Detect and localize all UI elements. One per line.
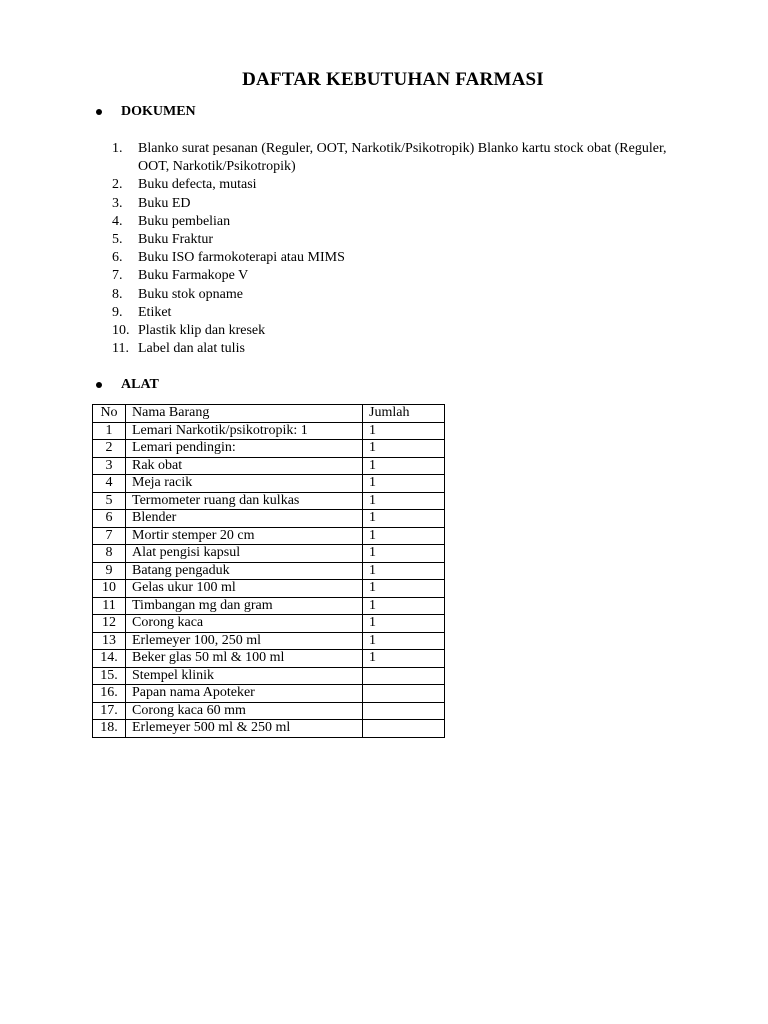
cell-no: 16. [93,685,126,703]
list-item-number: 1. [112,141,123,156]
column-header-no: No [93,405,126,423]
cell-no: 2 [93,440,126,458]
list-item-number: 7. [112,268,123,284]
cell-no: 12 [93,615,126,633]
cell-no: 7 [93,527,126,545]
cell-nama-barang: Rak obat [126,457,363,475]
cell-jumlah: 1 [363,632,445,650]
cell-jumlah: 1 [363,510,445,528]
list-item-text: Buku stok opname [138,286,243,302]
cell-no: 10 [93,580,126,598]
cell-jumlah [363,685,445,703]
cell-jumlah: 1 [363,580,445,598]
table-header-row [93,405,445,423]
table-row [93,562,445,580]
list-item [112,340,672,358]
list-item-number: 4. [112,213,123,229]
list-item [112,213,672,231]
cell-jumlah: 1 [363,545,445,563]
list-item-text: Etiket [138,304,172,320]
list-item [112,267,672,285]
section-heading-dokumen [94,104,196,120]
column-header-jumlah: Jumlah [363,405,445,423]
cell-no: 14. [93,650,126,668]
table-row [93,632,445,650]
list-item-number: 10. [112,323,130,339]
cell-nama-barang: Mortir stemper 20 cm [126,527,363,545]
cell-nama-barang: Gelas ukur 100 ml [126,580,363,598]
list-item [112,231,672,249]
section-heading-dokumen-label: DOKUMEN [121,104,196,119]
dokumen-list [112,140,672,358]
cell-no: 11 [93,597,126,615]
cell-jumlah: 1 [363,527,445,545]
cell-nama-barang: Erlemeyer 100, 250 ml [126,632,363,650]
cell-no: 8 [93,545,126,563]
list-item-text: Plastik klip dan kresek [138,323,266,339]
cell-jumlah: 1 [363,457,445,475]
cell-nama-barang: Meja racik [126,475,363,493]
cell-jumlah: 1 [363,475,445,493]
cell-nama-barang: Lemari Narkotik/psikotropik: 1 [126,422,363,440]
cell-no: 18. [93,720,126,738]
section-heading-alat-label: ALAT [121,377,159,392]
table-row [93,545,445,563]
cell-nama-barang: Beker glas 50 ml & 100 ml [126,650,363,668]
cell-jumlah: 1 [363,440,445,458]
list-item-text: Buku pembelian [138,213,231,229]
cell-nama-barang: Timbangan mg dan gram [126,597,363,615]
cell-jumlah: 1 [363,562,445,580]
list-item [112,249,672,267]
table-row [93,510,445,528]
cell-nama-barang: Termometer ruang dan kulkas [126,492,363,510]
column-header-nama-barang: Nama Barang [126,405,363,423]
cell-nama-barang: Papan nama Apoteker [126,685,363,703]
table-row [93,492,445,510]
cell-jumlah: 1 [363,492,445,510]
list-item-text: Buku ISO farmokoterapi atau MIMS [138,250,345,266]
cell-no: 5 [93,492,126,510]
cell-nama-barang: Lemari pendingin: [126,440,363,458]
cell-jumlah: 1 [363,650,445,668]
cell-jumlah [363,702,445,720]
cell-jumlah: 1 [363,422,445,440]
cell-no: 6 [93,510,126,528]
cell-jumlah: 1 [363,597,445,615]
cell-nama-barang: Alat pengisi kapsul [126,545,363,563]
cell-nama-barang: Stempel klinik [126,667,363,685]
list-item [112,304,672,322]
cell-jumlah: 1 [363,615,445,633]
table-row [93,527,445,545]
cell-no: 1 [93,422,126,440]
table-row [93,720,445,738]
cell-jumlah [363,720,445,738]
table-row [93,580,445,598]
bullet-icon [96,109,102,115]
list-item-text: Label dan alat tulis [138,341,245,357]
list-item [112,322,672,340]
cell-no: 4 [93,475,126,493]
cell-nama-barang: Erlemeyer 500 ml & 250 ml [126,720,363,738]
cell-no: 13 [93,632,126,650]
cell-nama-barang: Batang pengaduk [126,562,363,580]
cell-jumlah [363,667,445,685]
list-item [112,140,672,176]
list-item-text: Buku ED [138,195,191,211]
cell-no: 17. [93,702,126,720]
list-item-text: Buku defecta, mutasi [138,177,257,193]
list-item [112,195,672,213]
cell-no: 9 [93,562,126,580]
table-row [93,440,445,458]
list-item-number: 11. [112,341,129,357]
list-item-number: 9. [112,304,123,320]
list-item [112,286,672,304]
table-row [93,422,445,440]
alat-table-body [93,422,445,737]
alat-table [92,404,445,738]
cell-nama-barang: Corong kaca [126,615,363,633]
cell-no: 15. [93,667,126,685]
list-item [112,176,672,194]
table-row [93,667,445,685]
table-row [93,615,445,633]
table-row [93,702,445,720]
table-row [93,650,445,668]
list-item-number: 8. [112,286,123,302]
cell-no: 3 [93,457,126,475]
list-item-text: Buku Fraktur [138,232,214,248]
list-item-number: 5. [112,232,123,248]
page-title: DAFTAR KEBUTUHAN FARMASI [242,69,544,90]
section-heading-alat [94,377,159,393]
cell-nama-barang: Corong kaca 60 mm [126,702,363,720]
list-item-number: 6. [112,250,123,266]
list-item-number: 2. [112,177,123,193]
table-row [93,457,445,475]
table-row [93,685,445,703]
bullet-icon [96,382,102,388]
table-row [93,475,445,493]
list-item-text: Blanko surat pesanan (Reguler, OOT, Narkotik/Psikotropik) Blanko kartu stock obat (Reguler, OOT, Narkotik/Psikotropik) [138,141,667,175]
list-item-number: 3. [112,195,123,211]
table-row [93,597,445,615]
list-item-text: Buku Farmakope V [138,268,249,284]
cell-nama-barang: Blender [126,510,363,528]
